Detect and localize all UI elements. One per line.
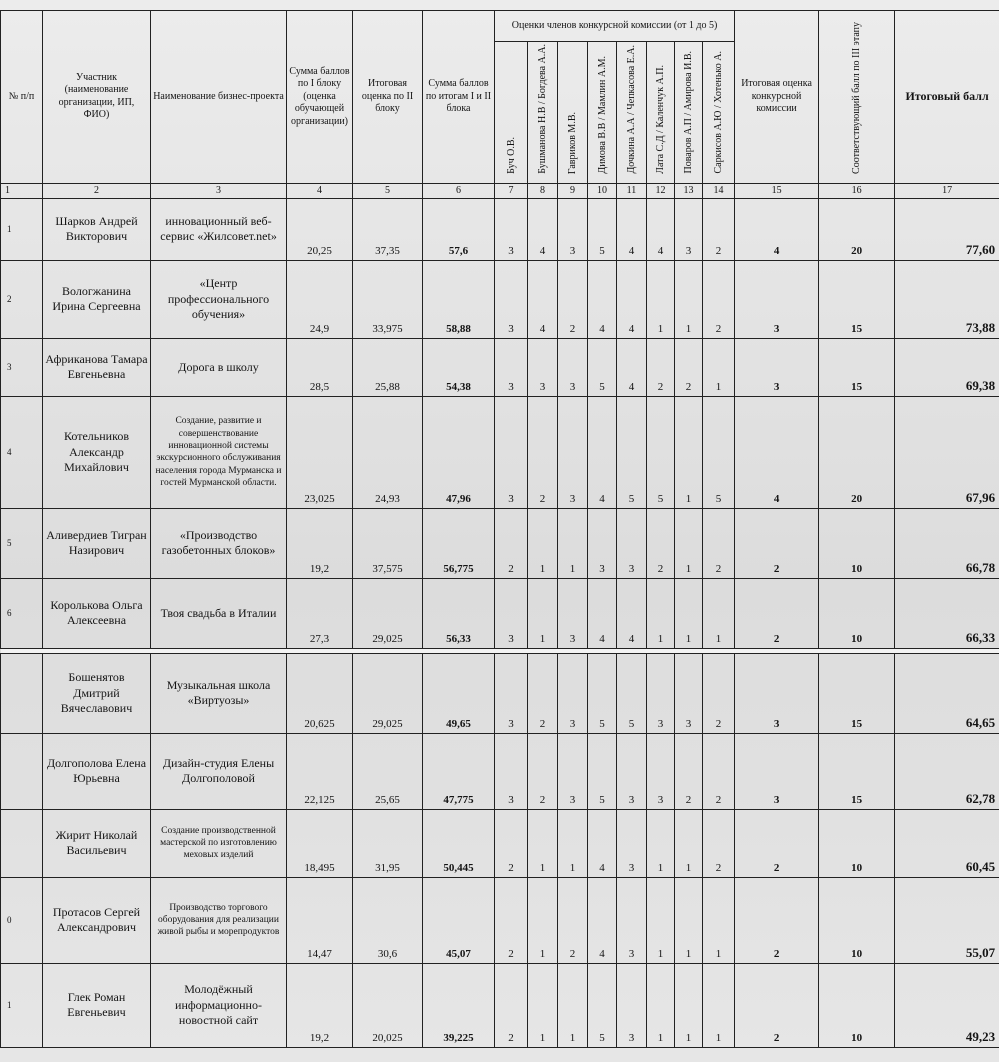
member-score: 1 [647, 260, 675, 338]
table-row [1, 653, 999, 733]
commission-score: 2 [735, 508, 819, 578]
project-name: Музыкальная школа «Виртуозы» [151, 653, 287, 733]
member-score: 2 [528, 396, 558, 508]
block1-score: 20,625 [287, 653, 353, 733]
stage3-score: 10 [819, 877, 895, 963]
table-row [1, 198, 999, 260]
block1-score: 28,5 [287, 338, 353, 396]
member-score: 3 [495, 338, 528, 396]
member-score: 4 [617, 260, 647, 338]
header-stage3: Соответствующий балл по III этапу [819, 11, 895, 184]
row-number: 0 [1, 877, 43, 963]
block1-score: 20,25 [287, 198, 353, 260]
row-number: 3 [1, 338, 43, 396]
blocks-sum: 57,6 [423, 198, 495, 260]
participant-name: Глек Роман Евгеньевич [43, 963, 151, 1047]
table-row [1, 963, 999, 1047]
column-number: 9 [558, 183, 588, 198]
table-row [1, 508, 999, 578]
stage3-score: 10 [819, 809, 895, 877]
project-name: «Центр профессионального обучения» [151, 260, 287, 338]
column-number: 11 [617, 183, 647, 198]
commission-score: 4 [735, 198, 819, 260]
member-score: 3 [617, 733, 647, 809]
member-score: 3 [588, 508, 617, 578]
member-score: 1 [558, 963, 588, 1047]
stage3-score: 10 [819, 508, 895, 578]
participant-name: Жирит Николай Васильевич [43, 809, 151, 877]
header-commission-total: Итоговая оценка конкурсной комиссии [735, 11, 819, 184]
column-number: 2 [43, 183, 151, 198]
blocks-sum: 56,33 [423, 578, 495, 648]
column-number: 7 [495, 183, 528, 198]
blocks-sum: 49,65 [423, 653, 495, 733]
block1-score: 14,47 [287, 877, 353, 963]
block1-score: 23,025 [287, 396, 353, 508]
member-score: 3 [528, 338, 558, 396]
header-sum: Сумма баллов по итогам I и II блока [423, 11, 495, 184]
row-number: 1 [1, 198, 43, 260]
column-number: 14 [703, 183, 735, 198]
column-number: 16 [819, 183, 895, 198]
member-score: 3 [495, 578, 528, 648]
row-number [1, 653, 43, 733]
member-score: 4 [588, 396, 617, 508]
row-number: 1 [1, 963, 43, 1047]
member-score: 3 [558, 396, 588, 508]
blocks-sum: 45,07 [423, 877, 495, 963]
table-row [1, 809, 999, 877]
stage3-score: 20 [819, 198, 895, 260]
blocks-sum: 47,96 [423, 396, 495, 508]
final-score: 60,45 [895, 809, 999, 877]
member-score: 1 [675, 963, 703, 1047]
member-score: 4 [588, 578, 617, 648]
member-score: 2 [647, 508, 675, 578]
member-score: 3 [675, 198, 703, 260]
commission-score: 3 [735, 338, 819, 396]
member-1: Буч О.В. [495, 42, 528, 184]
participant-name: Вологжанина Ирина Сергеевна [43, 260, 151, 338]
commission-score: 2 [735, 963, 819, 1047]
participant-name: Бошенятов Дмитрий Вячеславович [43, 653, 151, 733]
member-4: Димова В.В / Мамлин А.М. [588, 42, 617, 184]
member-score: 3 [617, 508, 647, 578]
commission-score: 3 [735, 653, 819, 733]
project-name: Твоя свадьба в Италии [151, 578, 287, 648]
block2-score: 37,35 [353, 198, 423, 260]
participant-name: Африканова Тамара Евгеньевна [43, 338, 151, 396]
project-name: Дорога в школу [151, 338, 287, 396]
stage3-score: 15 [819, 653, 895, 733]
member-score: 5 [588, 653, 617, 733]
member-score: 4 [528, 198, 558, 260]
member-score: 4 [617, 338, 647, 396]
participant-name: Королькова Ольга Алексеевна [43, 578, 151, 648]
member-2: Бушманова Н.В / Богдева А.А. [528, 42, 558, 184]
member-score: 5 [703, 396, 735, 508]
row-number: 2 [1, 260, 43, 338]
member-score: 2 [703, 733, 735, 809]
header-project: Наименование бизнес-проекта [151, 11, 287, 184]
final-score: 55,07 [895, 877, 999, 963]
blocks-sum: 39,225 [423, 963, 495, 1047]
member-score: 4 [588, 260, 617, 338]
blocks-sum: 47,775 [423, 733, 495, 809]
stage3-score: 15 [819, 260, 895, 338]
results-body [1, 198, 999, 1047]
header-row-top [1, 11, 999, 42]
member-score: 1 [528, 508, 558, 578]
block1-score: 18,495 [287, 809, 353, 877]
member-score: 1 [675, 578, 703, 648]
member-5: Дочкина А.А / Чепкасова Е.А. [617, 42, 647, 184]
table-row [1, 578, 999, 648]
member-score: 1 [675, 809, 703, 877]
member-score: 4 [647, 198, 675, 260]
member-score: 1 [528, 809, 558, 877]
member-score: 5 [588, 963, 617, 1047]
final-score: 64,65 [895, 653, 999, 733]
stage3-score: 10 [819, 578, 895, 648]
block1-score: 22,125 [287, 733, 353, 809]
member-score: 1 [647, 578, 675, 648]
member-score: 3 [675, 653, 703, 733]
member-score: 3 [495, 653, 528, 733]
table-row [1, 338, 999, 396]
member-score: 1 [675, 508, 703, 578]
member-score: 3 [647, 653, 675, 733]
table-row [1, 877, 999, 963]
member-score: 3 [617, 963, 647, 1047]
row-number: 6 [1, 578, 43, 648]
header-block1: Сумма баллов по I блоку (оценка обучающей организации) [287, 11, 353, 184]
member-score: 1 [647, 963, 675, 1047]
blocks-sum: 56,775 [423, 508, 495, 578]
stage3-score: 15 [819, 733, 895, 809]
member-score: 3 [617, 877, 647, 963]
member-score: 1 [703, 338, 735, 396]
final-score: 66,33 [895, 578, 999, 648]
commission-score: 2 [735, 877, 819, 963]
member-score: 5 [588, 733, 617, 809]
column-number: 3 [151, 183, 287, 198]
participant-name: Долгополова Елена Юрьевна [43, 733, 151, 809]
final-score: 73,88 [895, 260, 999, 338]
header-final: Итоговый балл [895, 11, 999, 184]
column-number: 10 [588, 183, 617, 198]
blocks-sum: 50,445 [423, 809, 495, 877]
header-participant: Участник (наименование организации, ИП, ФИО) [43, 11, 151, 184]
final-score: 69,38 [895, 338, 999, 396]
member-score: 1 [703, 877, 735, 963]
participant-name: Шарков Андрей Викторович [43, 198, 151, 260]
column-number: 17 [895, 183, 999, 198]
member-score: 3 [558, 733, 588, 809]
member-score: 3 [558, 338, 588, 396]
member-score: 1 [647, 877, 675, 963]
member-score: 5 [617, 653, 647, 733]
member-score: 2 [703, 653, 735, 733]
member-score: 2 [675, 733, 703, 809]
project-name: «Производство газобетонных блоков» [151, 508, 287, 578]
results-table [0, 10, 999, 1048]
participant-name: Котельников Александр Михайлович [43, 396, 151, 508]
participant-name: Аливердиев Тигран Назирович [43, 508, 151, 578]
column-number-row [1, 183, 999, 198]
project-name: Производство торгового оборудования для реализации живой рыбы и морепродуктов [151, 877, 287, 963]
member-score: 2 [495, 508, 528, 578]
header-block2: Итоговая оценка по II блоку [353, 11, 423, 184]
member-score: 1 [528, 877, 558, 963]
member-6: Лата С.Д / Каленчук А.П. [647, 42, 675, 184]
member-score: 2 [558, 260, 588, 338]
member-score: 3 [495, 733, 528, 809]
block2-score: 24,93 [353, 396, 423, 508]
member-score: 1 [703, 578, 735, 648]
member-score: 2 [558, 877, 588, 963]
project-name: Молодёжный информационно-новостной сайт [151, 963, 287, 1047]
member-score: 2 [528, 733, 558, 809]
column-number: 1 [1, 183, 43, 198]
member-score: 2 [495, 809, 528, 877]
member-score: 4 [617, 198, 647, 260]
row-number [1, 809, 43, 877]
member-score: 2 [703, 198, 735, 260]
block2-score: 37,575 [353, 508, 423, 578]
member-score: 2 [703, 809, 735, 877]
member-score: 4 [528, 260, 558, 338]
member-score: 5 [647, 396, 675, 508]
member-score: 3 [558, 653, 588, 733]
member-7: Поваров А.П / Амирова И.В. [675, 42, 703, 184]
member-score: 1 [703, 963, 735, 1047]
member-score: 4 [588, 809, 617, 877]
member-score: 4 [588, 877, 617, 963]
table-row [1, 260, 999, 338]
project-name: Создание производственной мастерской по изготовлению меховых изделий [151, 809, 287, 877]
member-score: 3 [617, 809, 647, 877]
member-score: 2 [495, 877, 528, 963]
row-number: 5 [1, 508, 43, 578]
member-score: 3 [558, 198, 588, 260]
column-number: 5 [353, 183, 423, 198]
final-score: 49,23 [895, 963, 999, 1047]
member-score: 3 [495, 396, 528, 508]
block2-score: 25,88 [353, 338, 423, 396]
block2-score: 33,975 [353, 260, 423, 338]
commission-score: 2 [735, 809, 819, 877]
member-3: Гавриков М.В. [558, 42, 588, 184]
member-score: 2 [647, 338, 675, 396]
header-commission-group: Оценки членов конкурсной комиссии (от 1 до 5) [495, 11, 735, 42]
stage3-score: 10 [819, 963, 895, 1047]
commission-score: 3 [735, 260, 819, 338]
block2-score: 30,6 [353, 877, 423, 963]
row-number: 4 [1, 396, 43, 508]
member-score: 1 [675, 396, 703, 508]
member-score: 2 [675, 338, 703, 396]
commission-score: 4 [735, 396, 819, 508]
block1-score: 24,9 [287, 260, 353, 338]
member-score: 1 [558, 809, 588, 877]
column-number: 12 [647, 183, 675, 198]
member-8: Саркисов А.Ю / Хотенько А. [703, 42, 735, 184]
stage3-score: 15 [819, 338, 895, 396]
column-number: 6 [423, 183, 495, 198]
block1-score: 19,2 [287, 963, 353, 1047]
column-number: 8 [528, 183, 558, 198]
member-score: 2 [495, 963, 528, 1047]
member-score: 1 [675, 877, 703, 963]
block1-score: 19,2 [287, 508, 353, 578]
final-score: 67,96 [895, 396, 999, 508]
column-number: 4 [287, 183, 353, 198]
member-score: 1 [528, 578, 558, 648]
participant-name: Протасов Сергей Александрович [43, 877, 151, 963]
member-score: 5 [588, 338, 617, 396]
table-row [1, 396, 999, 508]
member-score: 3 [558, 578, 588, 648]
project-name: Создание, развитие и совершенствование инновационной системы экскурсионного обслуживания населения города Мурманска и гостей Мурманской области. [151, 396, 287, 508]
project-name: инновационный веб-сервис «Жилсовет.net» [151, 198, 287, 260]
row-number [1, 733, 43, 809]
header-number: № п/п [1, 11, 43, 184]
member-score: 2 [528, 653, 558, 733]
member-score: 1 [528, 963, 558, 1047]
blocks-sum: 58,88 [423, 260, 495, 338]
commission-score: 2 [735, 578, 819, 648]
block2-score: 29,025 [353, 653, 423, 733]
member-score: 3 [495, 198, 528, 260]
member-score: 1 [675, 260, 703, 338]
member-score: 3 [495, 260, 528, 338]
final-score: 62,78 [895, 733, 999, 809]
member-score: 5 [588, 198, 617, 260]
member-score: 4 [617, 578, 647, 648]
final-score: 77,60 [895, 198, 999, 260]
stage3-score: 20 [819, 396, 895, 508]
block2-score: 20,025 [353, 963, 423, 1047]
member-score: 1 [647, 809, 675, 877]
block2-score: 25,65 [353, 733, 423, 809]
member-score: 2 [703, 260, 735, 338]
final-score: 66,78 [895, 508, 999, 578]
member-score: 5 [617, 396, 647, 508]
blocks-sum: 54,38 [423, 338, 495, 396]
member-score: 3 [647, 733, 675, 809]
project-name: Дизайн-студия Елены Долгополовой [151, 733, 287, 809]
member-score: 1 [558, 508, 588, 578]
block2-score: 31,95 [353, 809, 423, 877]
member-score: 2 [703, 508, 735, 578]
table-row [1, 733, 999, 809]
block1-score: 27,3 [287, 578, 353, 648]
block2-score: 29,025 [353, 578, 423, 648]
column-number: 15 [735, 183, 819, 198]
column-number: 13 [675, 183, 703, 198]
commission-score: 3 [735, 733, 819, 809]
